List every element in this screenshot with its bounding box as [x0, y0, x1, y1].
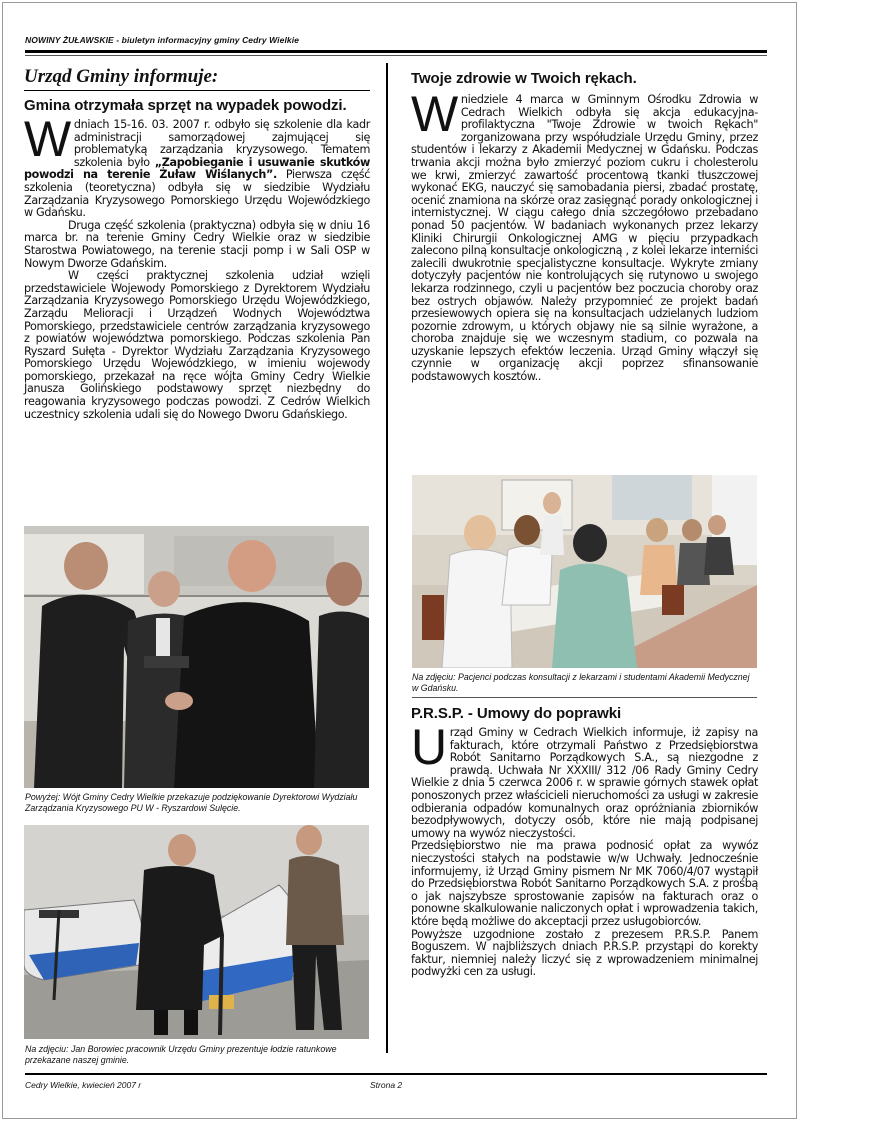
- article-body-prsp: [411, 719, 758, 979]
- footer-page-number: Strona 2: [370, 1080, 403, 1090]
- text-run: dniach 15-16. 03. 2007 r. odbyło się szkolenie dla kadr administracji samorządowej zajmującej się problematyką zarządzania kryzysowego. Tematem szkolenia było: [73, 118, 370, 169]
- text-run: Pierwsza część szkolenia (teoretyczna) odbyła się w siedzibie Wydziału Zarządzania Kryzysowego Pomorskiego Urzędu Wojewódzkiego w Gdańsku.: [24, 168, 371, 220]
- header-rule-thin: [25, 55, 767, 56]
- header-rule: [25, 50, 767, 53]
- section-title: Urząd Gminy informuje:: [24, 66, 370, 91]
- article-title-flood-equipment: Gmina otrzymała sprzęt na wypadek powodzi.: [24, 97, 347, 114]
- caption-photo-boats: Na zdjęciu: Jan Borowiec pracownik Urzędu Gminy prezentuje łodzie ratunkowe przekazane naszej gminie.: [25, 1044, 337, 1065]
- dropcap: W: [411, 86, 458, 142]
- right-column: [411, 66, 758, 384]
- photo-rescue-boats: [24, 825, 369, 1039]
- article-body-health: [411, 86, 758, 384]
- paragraph: Przedsiębiorstwo nie ma prawa podnosić opłat za wywóz nieczystości stałych na podstawie w/w Uchwały. Jednocześnie informujemy, iż Urząd Gminy pismem Nr MK 7060/4/07 wystąpił do Przedsiębiorstwa Robót Sanitarno Porządkowych S.A. z prośbą o jak najszybsze sprostowanie zapisów na fakturach oraz o ponowne skalkulowanie naliczonych opłat i wprowadzenia takich, które będą możliwe do akceptacji przez usługobiorców.: [411, 839, 758, 928]
- left-column: [24, 66, 370, 421]
- paragraph: Powyższe uzgodnione zostało z prezesem P.R.S.P. Panem Boguszem. W najbliższych dniach P.R.S.P. przystąpi do korekty faktur, niemniej należy liczyć się z wprowadzeniem minimalnej podwyżki cen za usługi.: [411, 927, 758, 979]
- caption-rule: [412, 697, 757, 698]
- caption-photo-handshake: Powyżej: Wójt Gminy Cedry Wielkie przekazuje podziękowanie Dyrektorowi Wydziału Zarządzania Kryzysowego PU W - Ryszardowi Sulęcie.: [25, 792, 358, 813]
- photo-handshake: [24, 526, 369, 788]
- article-prsp: [411, 705, 758, 979]
- text-run: niedziele 4 marca w Gminnym Ośrodku Zdrowia w Cedrach Wielkich odbyła się akcja edukacyjna-profilaktyczna "Twoje Zdrowie w twoich Rękach" zorganizowana przy współudziale Urzędu Gminy, przez studentów i lekarzy z Akademii Medycznej w Gdańsku. Podczas trwania akcji można było zmierzyć poziom cukru i cholesterolu we krwi, zmierzyć zawartość procentową tkanki tłuszczowej wykonać EKG, nauczyć się samobadania piersi, zbadać prostatę, ocenić znamiona na skórze oraz zasięgnąć porady onkologicznej i internistycznej. W ciągu całego dnia szczegółowo przebadano ponad 50 pacjentów. W badaniach wykonanych przez lekarzy Kliniki Chirurgii Onkologicznej AMG w pięciu przypadkach zalecono pilną konsultacje onkologiczną , z kolei lekarze interniści zalecili dwukrotnie specjalistyczne konsultacje. Wykryte zmiany dotyczyły pacjentów nie kontrolujących się rutynowo u swojego lekarza rodzinnego, czyli u pacjentów bez poczucia choroby oraz bez ostrych objawów. Należy przypomnieć ze projekt badań przesiewowych opiera się na konsultacjach udzielanych ludziom pozornie zdrowym, u których objawy nie są silnie wyrażone, a choroba znajduje się we wczesnym stadium, co pozwala na uzyskanie lepszych efektów leczenia. Urząd Gminy włączył się czynnie w organizację akcji poprzez sfinansowanie podstawowych kosztów..: [411, 93, 758, 384]
- paragraph: [411, 86, 758, 384]
- photo-health-clinic: [412, 475, 757, 668]
- text-run: rząd Gminy w Cedrach Wielkich informuje, iż zapisy na fakturach, które otrzymali Państwo z Przedsiębiorstwa Robót Sanitarno Porządkowych S.A., są niezgodne z prawdą. Uchwała Nr XXXIII/ 312 /06 Rady Gminy Cedry Wielkie z dnia 5 czerwca 2006 r. w sprawie górnych stawek opłat ponoszonych przez właścicieli nieruchomości za usługi w zakresie odbierania odpadów komunalnych oraz opróżniania zbiorników bezodpływowych, dotyczy osób, które nie mają podpisanej umowy na wywóz nieczystości.: [411, 726, 758, 840]
- column-divider: [386, 63, 388, 1053]
- paragraph: [411, 719, 758, 840]
- article-title-prsp: P.R.S.P. - Umowy do poprawki: [411, 705, 622, 722]
- dropcap: W: [24, 111, 71, 167]
- dropcap: U: [411, 719, 447, 775]
- paragraph: Druga część szkolenia (praktyczna) odbyła się w dniu 16 marca br. na terenie Gminy Cedry Wielkie oraz w siedzibie Starostwa Powiatowego, na terenie stacji pomp i w Sali OSP w Nowym Dworze Gdańskim.: [24, 218, 370, 270]
- paragraph: [24, 111, 371, 220]
- article-title-health: Twoje zdrowie w Twoich rękach.: [411, 70, 637, 87]
- caption-photo-clinic: Na zdjęciu: Pacjenci podczas konsultacji z lekarzami i studentami Akademii Medycznej w Gdańsku.: [412, 672, 750, 693]
- paragraph: W części praktycznej szkolenia udział wzięli przedstawiciele Wojewody Pomorskiego z Dyrektorem Wydziału Zarządzania Kryzysowego Pomorskiego Urzędu Wojewódzkiego, Zarządu Melioracji i Urządzeń Wodnych Województwa Pomorskiego, przedstawiciele centrów zarządzania kryzysowego z powiatów województwa pomorskiego. Podczas szkolenia Pan Ryszard Sułęta - Dyrektor Wydziału Zarządzania Kryzysowego Pomorskiego Urzędu Wojewódzkiego, w imieniu wojewody pomorskiego, przekazał na ręce wójta Gminy Cedry Wielkie Janusza Golińskiego podstawowy sprzęt niezbędny do reagowania kryzysowego podczas powodzi. Z Cedrów Wielkich uczestnicy szkolenia udali się do Nowego Dworu Gdańskiego.: [24, 269, 370, 421]
- footer-rule: [25, 1073, 767, 1075]
- text-run-bold: „Zapobieganie i usuwanie skutków powodzi na terenie Żuław Wiślanych”.: [24, 155, 371, 182]
- footer-date: Cedry Wielkie, kwiecień 2007 r: [25, 1080, 142, 1090]
- running-header: NOWINY ŻUŁAWSKIE - biuletyn informacyjny gminy Cedry Wielkie: [25, 35, 300, 45]
- article-body-flood: [24, 111, 371, 421]
